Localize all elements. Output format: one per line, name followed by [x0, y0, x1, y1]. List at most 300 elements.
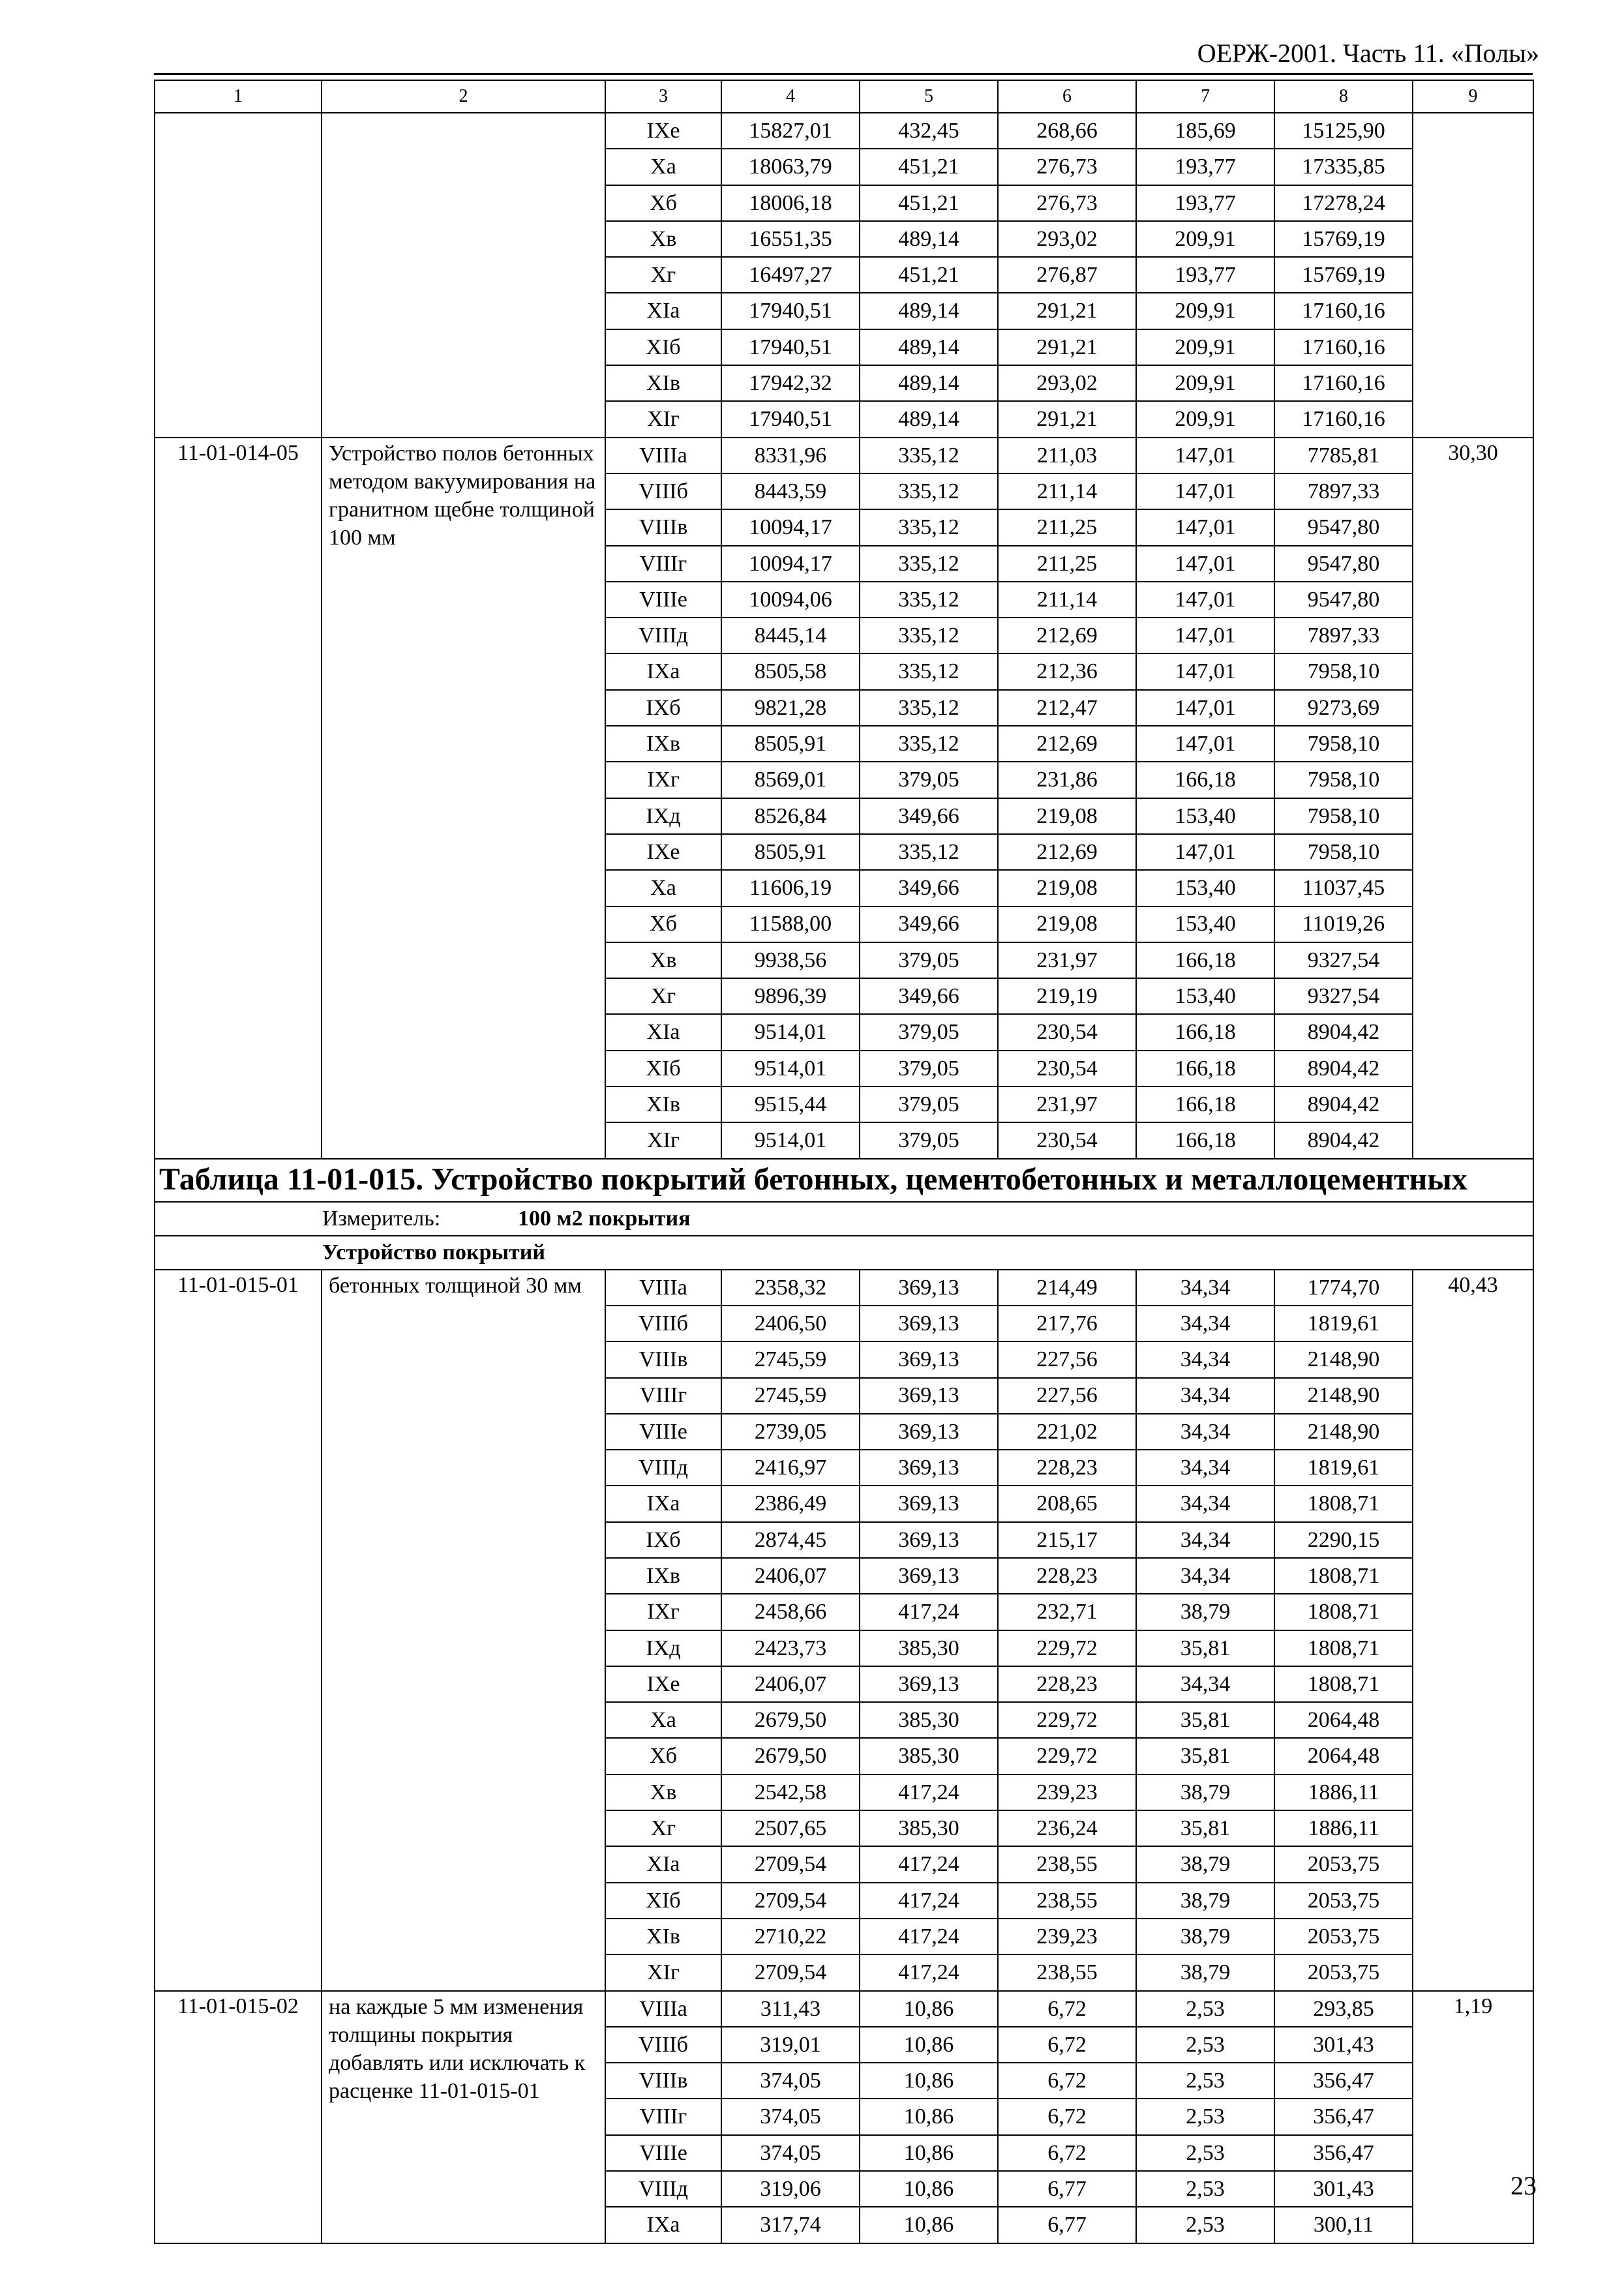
- value-cell: 2874,45: [721, 1522, 860, 1558]
- value-cell: 335,12: [860, 582, 998, 618]
- value-cell: 369,13: [860, 1270, 998, 1306]
- value-cell: 17942,32: [721, 365, 860, 401]
- value-cell: 311,43: [721, 1991, 860, 2027]
- section-row: [155, 1236, 1533, 1270]
- value-cell: 301,43: [1274, 2027, 1413, 2063]
- value-cell: 230,54: [998, 1051, 1136, 1086]
- value-cell: 2709,54: [721, 1954, 860, 1990]
- value-cell: 10,86: [860, 2099, 998, 2134]
- value-cell: 374,05: [721, 2135, 860, 2171]
- value-cell: 209,91: [1136, 293, 1274, 329]
- value-cell: 219,08: [998, 906, 1136, 942]
- zone-code: Xa: [605, 1702, 721, 1738]
- table-row: [155, 438, 1533, 473]
- table-row: [155, 1991, 1533, 2027]
- value-cell: 34,34: [1136, 1558, 1274, 1594]
- value-cell: 166,18: [1136, 1051, 1274, 1086]
- value-cell: 2507,65: [721, 1810, 860, 1846]
- value-cell: 17278,24: [1274, 185, 1413, 221]
- value-cell: 417,24: [860, 1774, 998, 1810]
- zone-code: IXa: [605, 2207, 721, 2243]
- value-cell: 356,47: [1274, 2063, 1413, 2099]
- zone-code: Xa: [605, 149, 721, 185]
- value-cell: 369,13: [860, 1341, 998, 1377]
- value-cell: 231,97: [998, 942, 1136, 978]
- value-cell: 2745,59: [721, 1378, 860, 1414]
- labor-cost: 1,19: [1413, 1991, 1533, 2243]
- value-cell: 6,77: [998, 2207, 1136, 2243]
- zone-code: VIIIa: [605, 1270, 721, 1306]
- value-cell: 2679,50: [721, 1702, 860, 1738]
- value-cell: 147,01: [1136, 653, 1274, 689]
- value-cell: 8331,96: [721, 438, 860, 473]
- value-cell: 238,55: [998, 1883, 1136, 1919]
- value-cell: 193,77: [1136, 257, 1274, 293]
- value-cell: 10,86: [860, 1991, 998, 2027]
- value-cell: 2053,75: [1274, 1883, 1413, 1919]
- value-cell: 34,34: [1136, 1666, 1274, 1702]
- value-cell: 293,02: [998, 365, 1136, 401]
- value-cell: 6,72: [998, 2135, 1136, 2171]
- value-cell: 335,12: [860, 509, 998, 545]
- running-header: ОЕРЖ-2001. Часть 11. «Полы»: [1197, 38, 1539, 68]
- value-cell: 451,21: [860, 257, 998, 293]
- value-cell: 18006,18: [721, 185, 860, 221]
- value-cell: 35,81: [1136, 1810, 1274, 1846]
- value-cell: 1808,71: [1274, 1630, 1413, 1666]
- value-cell: 208,65: [998, 1486, 1136, 1521]
- zone-code: VIIIд: [605, 1450, 721, 1486]
- zone-code: XIг: [605, 1122, 721, 1158]
- value-cell: 239,23: [998, 1774, 1136, 1810]
- price-table: [154, 80, 1534, 2244]
- value-cell: 2053,75: [1274, 1919, 1413, 1954]
- value-cell: 17160,16: [1274, 329, 1413, 365]
- zone-code: IXв: [605, 726, 721, 762]
- zone-code: XIв: [605, 365, 721, 401]
- value-cell: 211,25: [998, 546, 1136, 582]
- value-cell: 2458,66: [721, 1594, 860, 1630]
- value-cell: 2406,07: [721, 1666, 860, 1702]
- value-cell: 11037,45: [1274, 870, 1413, 906]
- rate-code: 11-01-015-01: [155, 1270, 322, 1991]
- page-number: 23: [1511, 2171, 1537, 2200]
- value-cell: 153,40: [1136, 978, 1274, 1014]
- zone-code: XIб: [605, 1883, 721, 1919]
- table-body: [155, 80, 1533, 2243]
- value-cell: 1808,71: [1274, 1594, 1413, 1630]
- value-cell: 2386,49: [721, 1486, 860, 1521]
- value-cell: 2,53: [1136, 2171, 1274, 2207]
- value-cell: 10,86: [860, 2207, 998, 2243]
- value-cell: 34,34: [1136, 1341, 1274, 1377]
- value-cell: 214,49: [998, 1270, 1136, 1306]
- zone-code: Xб: [605, 185, 721, 221]
- value-cell: 231,86: [998, 762, 1136, 798]
- value-cell: 335,12: [860, 473, 998, 509]
- column-number: 4: [721, 80, 860, 113]
- column-number: 8: [1274, 80, 1413, 113]
- value-cell: 17940,51: [721, 293, 860, 329]
- value-cell: 166,18: [1136, 942, 1274, 978]
- column-number: 9: [1413, 80, 1533, 113]
- value-cell: 9327,54: [1274, 978, 1413, 1014]
- value-cell: 17160,16: [1274, 293, 1413, 329]
- value-cell: 17940,51: [721, 329, 860, 365]
- value-cell: 147,01: [1136, 473, 1274, 509]
- value-cell: 185,69: [1136, 113, 1274, 149]
- value-cell: 7958,10: [1274, 762, 1413, 798]
- value-cell: 276,73: [998, 185, 1136, 221]
- value-cell: 227,56: [998, 1378, 1136, 1414]
- value-cell: 7897,33: [1274, 473, 1413, 509]
- value-cell: 2358,32: [721, 1270, 860, 1306]
- value-cell: 147,01: [1136, 546, 1274, 582]
- value-cell: 293,02: [998, 221, 1136, 257]
- value-cell: 369,13: [860, 1378, 998, 1414]
- value-cell: 219,08: [998, 870, 1136, 906]
- value-cell: 212,47: [998, 690, 1136, 726]
- value-cell: 1808,71: [1274, 1486, 1413, 1521]
- value-cell: 35,81: [1136, 1702, 1274, 1738]
- value-cell: 2064,48: [1274, 1738, 1413, 1774]
- value-cell: 2745,59: [721, 1341, 860, 1377]
- value-cell: 374,05: [721, 2099, 860, 2134]
- section-label: Устройство покрытий: [322, 1240, 545, 1264]
- value-cell: 6,72: [998, 2099, 1136, 2134]
- value-cell: 7958,10: [1274, 798, 1413, 834]
- value-cell: 8904,42: [1274, 1122, 1413, 1158]
- value-cell: 34,34: [1136, 1450, 1274, 1486]
- value-cell: 369,13: [860, 1558, 998, 1594]
- value-cell: 10,86: [860, 2027, 998, 2063]
- value-cell: 229,72: [998, 1738, 1136, 1774]
- zone-code: Xг: [605, 1810, 721, 1846]
- rate-code: 11-01-014-05: [155, 438, 322, 1159]
- zone-code: IXб: [605, 690, 721, 726]
- column-number-row: [155, 80, 1533, 113]
- zone-code: Xг: [605, 978, 721, 1014]
- value-cell: 1819,61: [1274, 1450, 1413, 1486]
- value-cell: 230,54: [998, 1014, 1136, 1050]
- value-cell: 166,18: [1136, 1122, 1274, 1158]
- value-cell: 7958,10: [1274, 834, 1413, 870]
- value-cell: 17335,85: [1274, 149, 1413, 185]
- value-cell: 2416,97: [721, 1450, 860, 1486]
- zone-code: XIб: [605, 1051, 721, 1086]
- value-cell: 489,14: [860, 365, 998, 401]
- value-cell: 385,30: [860, 1810, 998, 1846]
- value-cell: 219,19: [998, 978, 1136, 1014]
- value-cell: 349,66: [860, 978, 998, 1014]
- value-cell: 2148,90: [1274, 1341, 1413, 1377]
- value-cell: 9514,01: [721, 1014, 860, 1050]
- value-cell: 147,01: [1136, 582, 1274, 618]
- value-cell: 379,05: [860, 1014, 998, 1050]
- value-cell: 9514,01: [721, 1051, 860, 1086]
- value-cell: 209,91: [1136, 221, 1274, 257]
- zone-code: IXв: [605, 1558, 721, 1594]
- value-cell: 147,01: [1136, 509, 1274, 545]
- value-cell: 489,14: [860, 329, 998, 365]
- zone-code: VIIIa: [605, 1991, 721, 2027]
- value-cell: 153,40: [1136, 906, 1274, 942]
- value-cell: 7958,10: [1274, 726, 1413, 762]
- value-cell: 231,97: [998, 1086, 1136, 1122]
- value-cell: 335,12: [860, 618, 998, 653]
- value-cell: 276,87: [998, 257, 1136, 293]
- value-cell: 2,53: [1136, 2135, 1274, 2171]
- value-cell: 291,21: [998, 401, 1136, 437]
- value-cell: 379,05: [860, 1086, 998, 1122]
- value-cell: 369,13: [860, 1666, 998, 1702]
- value-cell: 8505,58: [721, 653, 860, 689]
- value-cell: 10094,17: [721, 546, 860, 582]
- value-cell: 319,06: [721, 2171, 860, 2207]
- value-cell: 166,18: [1136, 762, 1274, 798]
- value-cell: 10,86: [860, 2135, 998, 2171]
- value-cell: 38,79: [1136, 1919, 1274, 1954]
- zone-code: IXe: [605, 834, 721, 870]
- value-cell: 236,24: [998, 1810, 1136, 1846]
- zone-code: VIIIг: [605, 2099, 721, 2134]
- value-cell: 317,74: [721, 2207, 860, 2243]
- value-cell: 147,01: [1136, 834, 1274, 870]
- value-cell: 2053,75: [1274, 1846, 1413, 1882]
- zone-code: Xa: [605, 870, 721, 906]
- value-cell: 417,24: [860, 1846, 998, 1882]
- header-rule: [154, 73, 1533, 75]
- value-cell: 489,14: [860, 401, 998, 437]
- value-cell: 9273,69: [1274, 690, 1413, 726]
- value-cell: 319,01: [721, 2027, 860, 2063]
- work-description: на каждые 5 мм изменения толщины покрытия добавлять или исключать к расценке 11-01-015-01: [322, 1991, 605, 2243]
- value-cell: 301,43: [1274, 2171, 1413, 2207]
- value-cell: 385,30: [860, 1702, 998, 1738]
- value-cell: 2148,90: [1274, 1414, 1413, 1450]
- value-cell: 417,24: [860, 1954, 998, 1990]
- value-cell: 34,34: [1136, 1270, 1274, 1306]
- column-number: 2: [322, 80, 605, 113]
- value-cell: 215,17: [998, 1522, 1136, 1558]
- zone-code: XIa: [605, 1014, 721, 1050]
- value-cell: 385,30: [860, 1738, 998, 1774]
- value-cell: 228,23: [998, 1450, 1136, 1486]
- zone-code: Xв: [605, 221, 721, 257]
- value-cell: 2679,50: [721, 1738, 860, 1774]
- rate-code: 11-01-015-02: [155, 1991, 322, 2243]
- zone-code: VIIIб: [605, 473, 721, 509]
- value-cell: 38,79: [1136, 1594, 1274, 1630]
- zone-code: VIIIб: [605, 1306, 721, 1341]
- work-description: Устройство полов бетонных методом вакуумирования на гранитном щебне толщиной 100 мм: [322, 438, 605, 1159]
- zone-code: IXe: [605, 113, 721, 149]
- value-cell: 238,55: [998, 1846, 1136, 1882]
- value-cell: 356,47: [1274, 2099, 1413, 2134]
- value-cell: 10,86: [860, 2171, 998, 2207]
- value-cell: 335,12: [860, 546, 998, 582]
- value-cell: 268,66: [998, 113, 1136, 149]
- value-cell: 374,05: [721, 2063, 860, 2099]
- value-cell: 1819,61: [1274, 1306, 1413, 1341]
- zone-code: VIIIe: [605, 582, 721, 618]
- value-cell: 38,79: [1136, 1846, 1274, 1882]
- value-cell: 147,01: [1136, 726, 1274, 762]
- zone-code: VIIIб: [605, 2027, 721, 2063]
- value-cell: 18063,79: [721, 149, 860, 185]
- value-cell: 9514,01: [721, 1122, 860, 1158]
- value-cell: 432,45: [860, 113, 998, 149]
- column-number: 6: [998, 80, 1136, 113]
- value-cell: 9938,56: [721, 942, 860, 978]
- value-cell: 2,53: [1136, 2207, 1274, 2243]
- value-cell: 379,05: [860, 1051, 998, 1086]
- value-cell: 17940,51: [721, 401, 860, 437]
- work-description: бетонных толщиной 30 мм: [322, 1270, 605, 1991]
- value-cell: 209,91: [1136, 329, 1274, 365]
- value-cell: 369,13: [860, 1486, 998, 1521]
- value-cell: 9547,80: [1274, 582, 1413, 618]
- column-number: 5: [860, 80, 998, 113]
- zone-code: IXe: [605, 1666, 721, 1702]
- value-cell: 35,81: [1136, 1738, 1274, 1774]
- value-cell: 2709,54: [721, 1846, 860, 1882]
- value-cell: 15125,90: [1274, 113, 1413, 149]
- value-cell: 379,05: [860, 942, 998, 978]
- value-cell: 489,14: [860, 221, 998, 257]
- value-cell: 17160,16: [1274, 401, 1413, 437]
- value-cell: 209,91: [1136, 365, 1274, 401]
- meter-label: Измеритель:: [322, 1206, 441, 1231]
- value-cell: 211,14: [998, 473, 1136, 509]
- value-cell: 293,85: [1274, 1991, 1413, 2027]
- meter-row: [155, 1202, 1533, 1236]
- value-cell: 2,53: [1136, 2063, 1274, 2099]
- value-cell: 212,69: [998, 618, 1136, 653]
- value-cell: 291,21: [998, 293, 1136, 329]
- value-cell: 2739,05: [721, 1414, 860, 1450]
- value-cell: 15769,19: [1274, 221, 1413, 257]
- value-cell: 217,76: [998, 1306, 1136, 1341]
- value-cell: 17160,16: [1274, 365, 1413, 401]
- value-cell: 153,40: [1136, 798, 1274, 834]
- value-cell: 379,05: [860, 1122, 998, 1158]
- value-cell: 34,34: [1136, 1522, 1274, 1558]
- value-cell: 16497,27: [721, 257, 860, 293]
- value-cell: 369,13: [860, 1414, 998, 1450]
- value-cell: 417,24: [860, 1919, 998, 1954]
- value-cell: 8904,42: [1274, 1051, 1413, 1086]
- value-cell: 356,47: [1274, 2135, 1413, 2171]
- value-cell: 1808,71: [1274, 1558, 1413, 1594]
- table-row: [155, 113, 1533, 149]
- labor-cost: 30,30: [1413, 438, 1533, 1159]
- value-cell: 451,21: [860, 149, 998, 185]
- value-cell: 11606,19: [721, 870, 860, 906]
- value-cell: 417,24: [860, 1594, 998, 1630]
- value-cell: 239,23: [998, 1919, 1136, 1954]
- value-cell: 9896,39: [721, 978, 860, 1014]
- value-cell: 2423,73: [721, 1630, 860, 1666]
- value-cell: 7897,33: [1274, 618, 1413, 653]
- value-cell: 11588,00: [721, 906, 860, 942]
- zone-code: IXд: [605, 798, 721, 834]
- value-cell: 1808,71: [1274, 1666, 1413, 1702]
- zone-code: XIв: [605, 1086, 721, 1122]
- value-cell: 6,72: [998, 1991, 1136, 2027]
- value-cell: 379,05: [860, 762, 998, 798]
- value-cell: 7958,10: [1274, 653, 1413, 689]
- value-cell: 9821,28: [721, 690, 860, 726]
- value-cell: 193,77: [1136, 185, 1274, 221]
- value-cell: 15827,01: [721, 113, 860, 149]
- value-cell: 2290,15: [1274, 1522, 1413, 1558]
- column-number: 1: [155, 80, 322, 113]
- meter-value: 100 м2 покрытия: [518, 1206, 691, 1231]
- value-cell: 34,34: [1136, 1486, 1274, 1521]
- value-cell: 15769,19: [1274, 257, 1413, 293]
- value-cell: 385,30: [860, 1630, 998, 1666]
- value-cell: 219,08: [998, 798, 1136, 834]
- value-cell: 9515,44: [721, 1086, 860, 1122]
- zone-code: IXг: [605, 1594, 721, 1630]
- value-cell: 212,69: [998, 726, 1136, 762]
- zone-code: Xб: [605, 1738, 721, 1774]
- value-cell: 228,23: [998, 1558, 1136, 1594]
- value-cell: 451,21: [860, 185, 998, 221]
- value-cell: 209,91: [1136, 401, 1274, 437]
- value-cell: 335,12: [860, 834, 998, 870]
- value-cell: 349,66: [860, 798, 998, 834]
- value-cell: 227,56: [998, 1341, 1136, 1377]
- value-cell: 221,02: [998, 1414, 1136, 1450]
- zone-code: Xб: [605, 906, 721, 942]
- value-cell: 2542,58: [721, 1774, 860, 1810]
- value-cell: 153,40: [1136, 870, 1274, 906]
- value-cell: 2,53: [1136, 1991, 1274, 2027]
- value-cell: 2406,50: [721, 1306, 860, 1341]
- value-cell: 8445,14: [721, 618, 860, 653]
- value-cell: 147,01: [1136, 618, 1274, 653]
- zone-code: XIв: [605, 1919, 721, 1954]
- value-cell: 2709,54: [721, 1883, 860, 1919]
- value-cell: 369,13: [860, 1306, 998, 1341]
- rate-code: [155, 113, 322, 438]
- value-cell: 228,23: [998, 1666, 1136, 1702]
- meter-cell: [155, 1202, 1533, 1236]
- zone-code: VIIIв: [605, 2063, 721, 2099]
- value-cell: 1886,11: [1274, 1810, 1413, 1846]
- zone-code: VIIIд: [605, 618, 721, 653]
- zone-code: IXб: [605, 1522, 721, 1558]
- value-cell: 16551,35: [721, 221, 860, 257]
- value-cell: 335,12: [860, 438, 998, 473]
- zone-code: VIIIг: [605, 546, 721, 582]
- value-cell: 489,14: [860, 293, 998, 329]
- value-cell: 8505,91: [721, 834, 860, 870]
- value-cell: 10094,06: [721, 582, 860, 618]
- zone-code: IXг: [605, 762, 721, 798]
- value-cell: 2,53: [1136, 2099, 1274, 2134]
- value-cell: 2053,75: [1274, 1954, 1413, 1990]
- value-cell: 230,54: [998, 1122, 1136, 1158]
- value-cell: 34,34: [1136, 1414, 1274, 1450]
- zone-code: XIг: [605, 1954, 721, 1990]
- zone-code: VIIIe: [605, 2135, 721, 2171]
- section-cell: [155, 1236, 1533, 1270]
- value-cell: 38,79: [1136, 1883, 1274, 1919]
- value-cell: 335,12: [860, 726, 998, 762]
